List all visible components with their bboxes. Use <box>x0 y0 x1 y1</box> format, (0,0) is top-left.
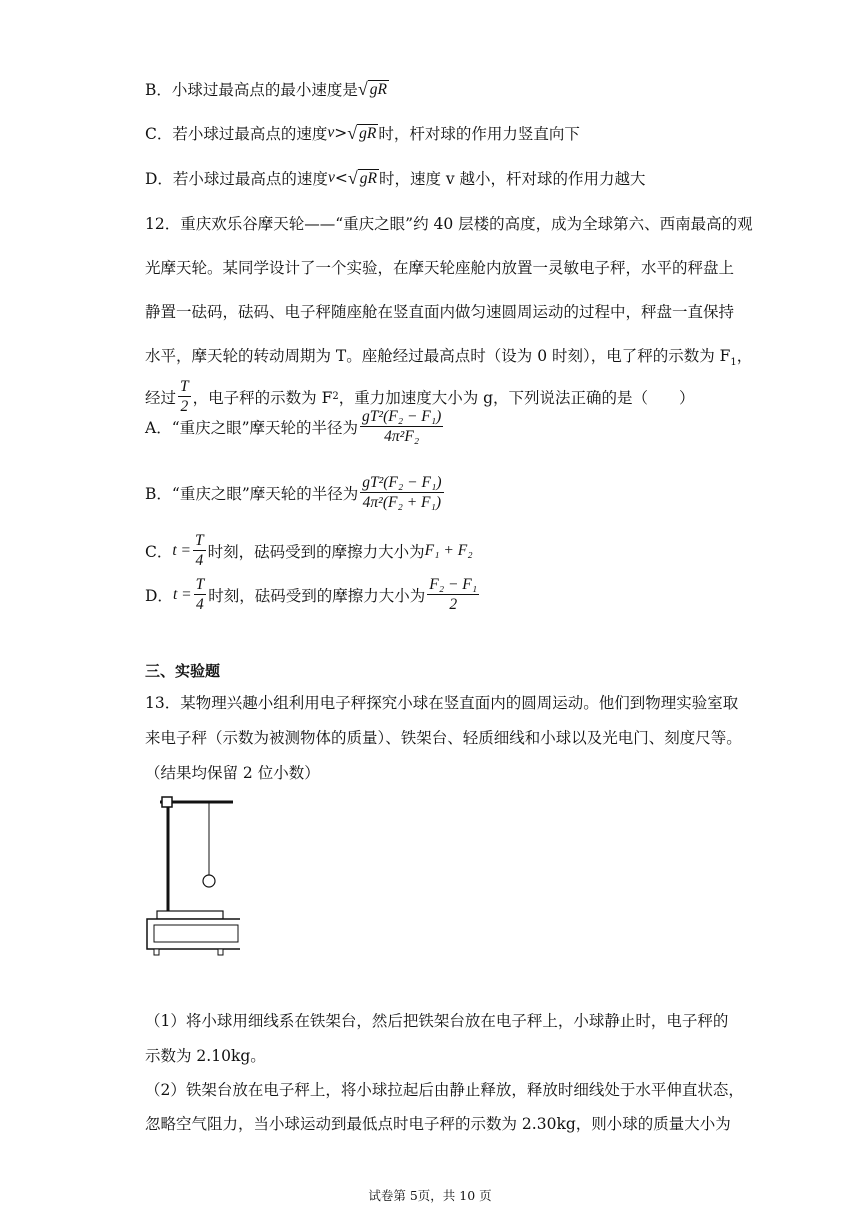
q12-option-c: C． t = $\frac{T}{4}$ 时刻，砝码受到的摩擦力大小为 F₁ + F₂ <box>145 532 473 570</box>
sqrt-expression: √ gR <box>347 123 377 144</box>
fraction: $\frac{T}{4}$ <box>195 532 204 570</box>
fraction: $\frac{T}{4}$ <box>195 576 205 614</box>
q13-part1-line-1: （1）将小球用细线系在铁架台，然后把铁架台放在电子秤上，小球静止时，电子秤的 <box>145 1012 729 1030</box>
scale-foot-right <box>218 949 223 955</box>
option-d-text: D．若小球过最高点的速度 <box>145 170 328 188</box>
q12-line-1: 12．重庆欢乐谷摩天轮——“重庆之眼”约 40 层楼的高度，成为全球第六、西南最高的观 <box>145 215 753 233</box>
q12-option-b: B．“重庆之眼”摩天轮的半径为 $\frac{\text{gT²(F₂ − F₁)}}{\text{4π²(F₂ + F₁)}}$ <box>145 474 442 512</box>
fraction: $\frac{\text{F₂ − F₁}}{2}$ <box>429 576 478 614</box>
option-b-text: B．小球过最高点的最小速度是 <box>145 81 358 99</box>
operator: > <box>334 124 348 142</box>
apparatus-figure <box>140 785 240 965</box>
ball <box>203 875 215 887</box>
velocity-symbol: v <box>327 169 335 186</box>
fraction: $\frac{T}{2}$ <box>180 378 189 416</box>
q12-line-5: 经过 $\frac{T}{2}$ ，电子秤的示数为 F 2 ，重力加速度大小为 g，下列说法正确的是（ ） <box>145 378 695 416</box>
fraction: $\frac{\text{gT²(F₂ − F₁)}}{\text{4π²F₂}}$ <box>362 408 442 446</box>
q13-line-3: （结果均保留 2 位小数） <box>145 764 320 782</box>
q13-line-2: 来电子秤（示数为被测物体的质量）、铁架台、轻质细线和小球以及光电门、刻度尺等。 <box>145 729 742 747</box>
q13-part2-line-1: （2）铁架台放在电子秤上，将小球拉起后由静止释放，释放时细线处于水平伸直状态， <box>145 1081 744 1099</box>
q12-line-2: 光摩天轮。某同学设计了一个实验，在摩天轮座舱内放置一灵敏电子秤，水平的秤盘上 <box>145 259 735 277</box>
sqrt-expression: √ gR <box>357 79 388 100</box>
option-c-suffix: 时，杆对球的作用力竖直向下 <box>378 125 580 143</box>
option-b <box>145 78 389 100</box>
option-d <box>145 167 646 189</box>
option-d-suffix: 时，速度 v 越小，杆对球的作用力越大 <box>378 170 646 188</box>
q12-option-a: A．“重庆之眼”摩天轮的半径为 $\frac{\text{gT²(F₂ − F₁)}}{\text{4π²F₂}}$ <box>145 408 442 446</box>
option-c-text: C．若小球过最高点的速度 <box>145 125 328 143</box>
q13-line-1: 13．某物理兴趣小组利用电子秤探究小球在竖直面内的圆周运动。他们到物理实验室取 <box>145 694 739 712</box>
sqrt-expression: √ gR <box>347 168 377 189</box>
operator: < <box>334 169 348 187</box>
clamp <box>162 797 172 807</box>
q12-line-3: 静置一砝码，砝码、电子秤随座舱在竖直面内做匀速圆周运动的过程中，秤盘一直保持 <box>145 303 735 321</box>
velocity-symbol: v <box>327 124 335 141</box>
option-c <box>145 122 580 144</box>
section-title: 三、实验题 <box>145 662 221 680</box>
fraction: $\frac{\text{gT²(F₂ − F₁)}}{\text{4π²(F₂ + F₁)}}$ <box>362 474 442 512</box>
scale-foot-left <box>154 949 159 955</box>
page-footer: 试卷第 5页，共 10 页 <box>368 1188 492 1203</box>
q13-part1-line-2: 示数为 2.10kg。 <box>145 1047 266 1065</box>
q13-part2-line-2: 忽略空气阻力，当小球运动到最低点时电子秤的示数为 2.30kg，则小球的质量大小为 <box>145 1115 731 1133</box>
q12-line-4: 水平，摩天轮的转动周期为 T。座舱经过最高点时（设为 0 时刻），电了秤的示数为 $F_1$， <box>145 347 753 369</box>
q12-option-d: D． t = $\frac{T}{4}$ 时刻，砝码受到的摩擦力大小为 $\frac{\text{F₂ − F₁}}{2}$ <box>145 576 478 614</box>
scale-display <box>154 925 238 942</box>
stand-base <box>157 911 223 919</box>
